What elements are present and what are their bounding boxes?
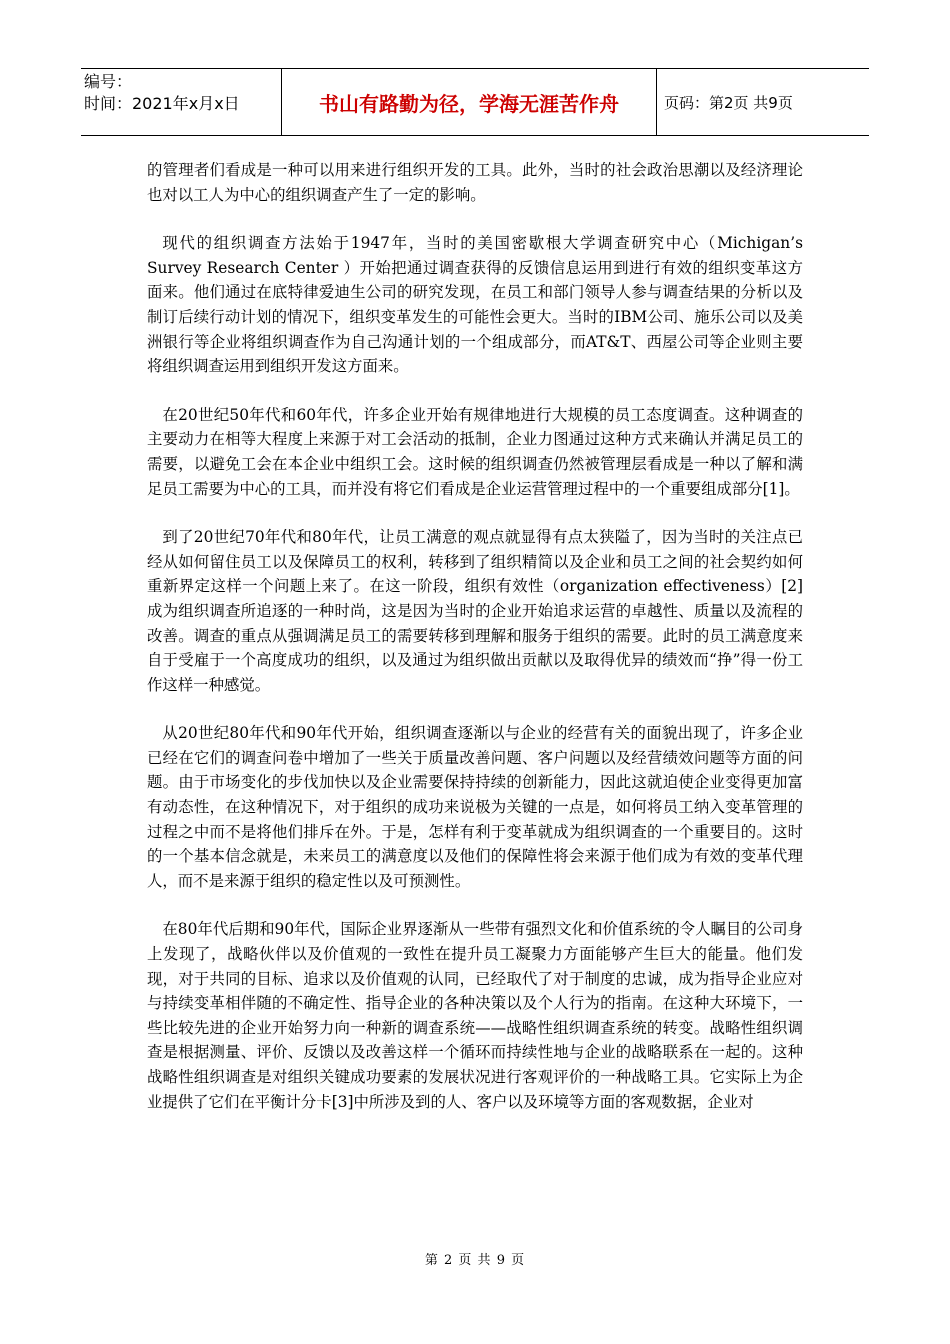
- paragraph: 在20世纪50年代和60年代，许多企业开始有规律地进行大规模的员工态度调查。这种调查的主要动力在相等大程度上来源于对工会活动的抵制，企业力图通过这种方式来确认并满足员工的需要，以避免工会在本企业中组织工会。这时候的组织调查仍然被管理层看成是一种以了解和满足员工需要为中心的工具，而并没有将它们看成是企业运营管理过程中的一个重要组成部分[1]。: [147, 405, 803, 498]
- document-body: [147, 158, 803, 1138]
- date-label: 时间：2021年x月x日: [84, 94, 240, 113]
- page-header: [81, 68, 869, 136]
- header-meta-cell: [81, 69, 282, 135]
- header-page-number: 页码：第2页 共9页: [664, 93, 793, 112]
- paragraph: 从20世纪80年代和90年代开始，组织调查逐渐以与企业的经营有关的面貌出现了，许多企业已经在它们的调查问卷中增加了一些关于质量改善问题、客户问题以及经营绩效问题等方面的问题。由于市场变化的步伐加快以及企业需要保持持续的创新能力，因此这就迫使企业变得更加富有动态性，在这种情况下，对于组织的成功来说极为关键的一点是，如何将员工纳入变革管理的过程之中而不是将他们排斥在外。于是，怎样有利于变革就成为组织调查的一个重要目的。这时的一个基本信念就是，未来员工的满意度以及他们的保障性将会来源于他们成为有效的变革代理人，而不是来源于组织的稳定性以及可预测性。: [147, 724, 803, 890]
- paragraph: 到了20世纪70年代和80年代，让员工满意的观点就显得有点太狭隘了，因为当时的关注点已经从如何留住员工以及保障员工的权利，转移到了组织精简以及企业和员工之间的社会契约如何重新界定这样一个问题上来了。在这一阶段，组织有效性（organization effectiveness）[2]成为组织调查所追逐的一种时尚，这是因为当时的企业开始追求运营的卓越性、质量以及流程的改善。调查的重点从强调满足员工的需要转移到理解和服务于组织的需要。此时的员工满意度来自于受雇于一个高度成功的组织，以及通过为组织做出贡献以及取得优异的绩效而“挣”得一份工作这样一种感觉。: [147, 528, 803, 694]
- serial-number-label: 编号：: [84, 72, 133, 91]
- paragraph: 的管理者们看成是一种可以用来进行组织开发的工具。此外，当时的社会政治思潮以及经济理论也对以工人为中心的组织调查产生了一定的影响。: [147, 161, 803, 204]
- page-footer: 第 2 页 共 9 页: [424, 1253, 526, 1268]
- paragraph: 在80年代后期和90年代，国际企业界逐渐从一些带有强烈文化和价值系统的令人瞩目的公司身上发现了，战略伙伴以及价值观的一致性在提升员工凝聚力方面能够产生巨大的能量。他们发现，对于共同的目标、追求以及价值观的认同，已经取代了对于制度的忠诚，成为指导企业应对与持续变革相伴随的不确定性、指导企业的各种决策以及个人行为的指南。在这种大环境下，一些比较先进的企业开始努力向一种新的调查系统——战略性组织调查系统的转变。战略性组织调查是根据测量、评价、反馈以及改善这样一个循环而持续性地与企业的战略联系在一起的。这种战略性组织调查是对组织关键成功要素的发展状况进行客观评价的一种战略工具。它实际上为企业提供了它们在平衡计分卡[3]中所涉及到的人、客户以及环境等方面的客观数据，企业对: [147, 920, 803, 1111]
- header-motto: 书山有路勤为径，学海无涯苦作舟: [282, 69, 657, 135]
- paragraph: 现代的组织调查方法始于1947年，当时的美国密歇根大学调查研究中心（Michigan’s Survey Research Center ）开始把通过调查获得的反馈信息运用到进行有效的组织变革这方面来。他们通过在底特律爱迪生公司的研究发现，在员工和部门领导人参与调查结果的分析以及制订后续行动计划的情况下，组织变革发生的可能性会更大。当时的IBM公司、施乐公司以及美洲银行等企业将组织调查作为自己沟通计划的一个组成部分，而AT&T、西屋公司等企业则主要将组织调查运用到组织开发这方面来。: [147, 234, 803, 376]
